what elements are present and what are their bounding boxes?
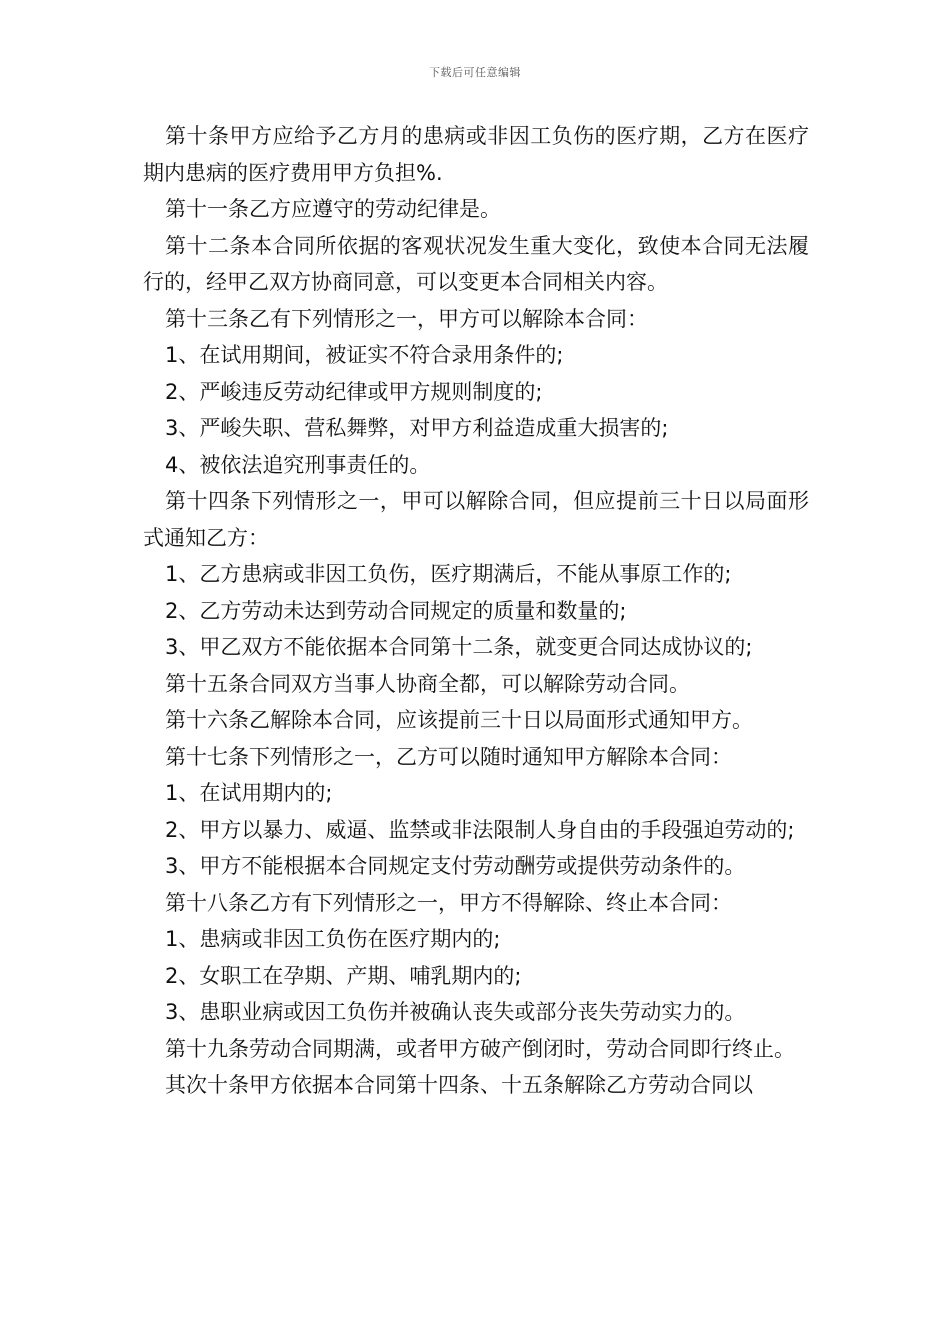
paragraph-article-14: 第十四条下列情形之一，甲可以解除合同，但应提前三十日以局面形式通知乙方： <box>143 489 809 550</box>
list-item: 1、在试用期内的; <box>165 781 333 805</box>
paragraph-article-16: 第十六条乙解除本合同，应该提前三十日以局面形式通知甲方。 <box>165 708 754 732</box>
list-item: 2、女职工在孕期、产期、哺乳期内的; <box>165 963 522 988</box>
list-item: 1、乙方患病或非因工负伤，医疗期满后，不能从事原工作的; <box>165 562 732 586</box>
paragraph-article-11: 第十一条乙方应遵守的劳动纪律是。 <box>165 197 502 221</box>
paragraph-article-20: 其次十条甲方依据本合同第十四条、十五条解除乙方劳动合同以 <box>165 1073 754 1097</box>
list-item: 4、被依法追究刑事责任的。 <box>165 452 431 477</box>
list-item: 2、甲方以暴力、威逼、监禁或非法限制人身自由的手段强迫劳动的; <box>165 817 795 842</box>
paragraph-article-13: 第十三条乙有下列情形之一，甲方可以解除本合同： <box>165 306 649 331</box>
list-item: 1、患病或非因工负伤在医疗期内的; <box>165 927 501 951</box>
paragraph-article-12: 第十二条本合同所依据的客观状况发生重大变化，致使本合同无法履行的，经甲乙双方协商同意，可以变更本合同相关内容。 <box>143 233 809 294</box>
list-item: 3、患职业病或因工负伤并被确认丧失或部分丧失劳动实力的。 <box>165 1000 746 1024</box>
contract-body <box>143 118 809 1104</box>
paragraph-article-18: 第十八条乙方有下列情形之一，甲方不得解除、终止本合同： <box>165 890 733 915</box>
list-item: 3、甲方不能根据本合同规定支付劳动酬劳或提供劳动条件的。 <box>165 854 746 878</box>
paragraph-article-17: 第十七条下列情形之一，乙方可以随时通知甲方解除本合同： <box>165 744 733 769</box>
paragraph-article-10: 第十条甲方应给予乙方月的患病或非因工负伤的医疗期，乙方在医疗期内患病的医疗费用甲方负担%. <box>143 124 809 185</box>
list-item: 2、乙方劳动未达到劳动合同规定的质量和数量的; <box>165 598 627 623</box>
list-item: 2、严峻违反劳动纪律或甲方规则制度的; <box>165 379 543 404</box>
paragraph-article-19: 第十九条劳动合同期满，或者甲方破产倒闭时，劳动合同即行终止。 <box>165 1036 796 1061</box>
list-item: 3、甲乙双方不能依据本合同第十二条，就变更合同达成协议的; <box>165 635 753 659</box>
paragraph-article-15: 第十五条合同双方当事人协商全都，可以解除劳动合同。 <box>165 671 691 696</box>
page-header: 下载后可任意编辑 <box>429 66 521 79</box>
list-item: 3、严峻失职、营私舞弊，对甲方利益造成重大损害的; <box>165 416 669 440</box>
list-item: 1、在试用期间，被证实不符合录用条件的; <box>165 343 564 367</box>
